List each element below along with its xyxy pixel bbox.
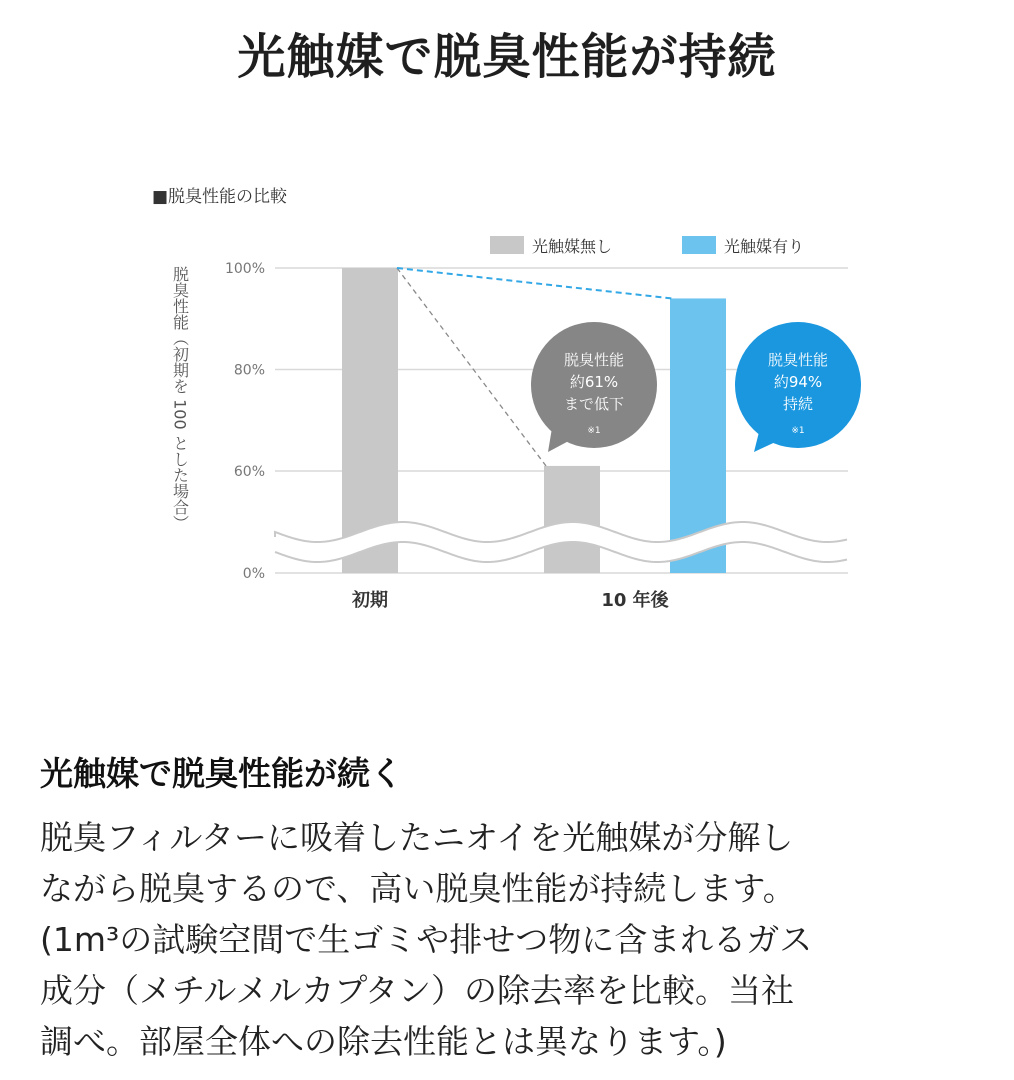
bar	[544, 466, 600, 573]
section-title: 光触媒で脱臭性能が続く	[40, 754, 403, 793]
description-line: (1m³の試験空間で生ゴミや排せつ物に含まれるガス	[40, 920, 813, 959]
description-text	[40, 812, 990, 1067]
speech-bubble-text: まで低下	[563, 395, 625, 413]
x-category-label: 初期	[352, 590, 388, 611]
y-tick-label: 60%	[233, 464, 265, 480]
speech-bubble-text: 持続	[782, 395, 814, 413]
speech-bubble-note: ※1	[791, 426, 805, 436]
description-line: 脱臭フィルターに吸着したニオイを光触媒が分解し	[40, 818, 794, 857]
description-line: 調べ。部屋全体への除去性能とは異なります。)	[40, 1022, 727, 1061]
legend-label: 光触媒無し	[532, 237, 613, 256]
chart-title: ■脱臭性能の比較	[152, 187, 288, 207]
y-tick-label: 80%	[233, 362, 265, 379]
x-category-label: 10 年後	[601, 590, 669, 611]
speech-bubble-text: 約94%	[773, 373, 823, 391]
page-title: 光触媒で脱臭性能が持続	[237, 29, 777, 85]
speech-bubble-note: ※1	[587, 426, 601, 436]
legend-label: 光触媒有り	[724, 237, 805, 256]
retention-line	[397, 268, 672, 298]
y-tick-label: 100%	[224, 261, 265, 277]
y-tick-label: 0%	[242, 566, 265, 582]
speech-bubble-text: 脱臭性能	[563, 351, 625, 369]
speech-bubble-text: 脱臭性能	[767, 351, 829, 369]
description-line: ながら脱臭するので、高い脱臭性能が持続します。	[40, 869, 796, 908]
description-line: 成分（メチルメルカプタン）の除去率を比較。当社	[40, 971, 795, 1010]
speech-bubble-text: 約61%	[569, 373, 619, 391]
decline-line	[397, 268, 546, 466]
legend-swatch	[682, 236, 716, 254]
legend-swatch	[490, 236, 524, 254]
y-axis-label: 脱臭性能（初期を 100 とした場合）	[170, 266, 190, 531]
